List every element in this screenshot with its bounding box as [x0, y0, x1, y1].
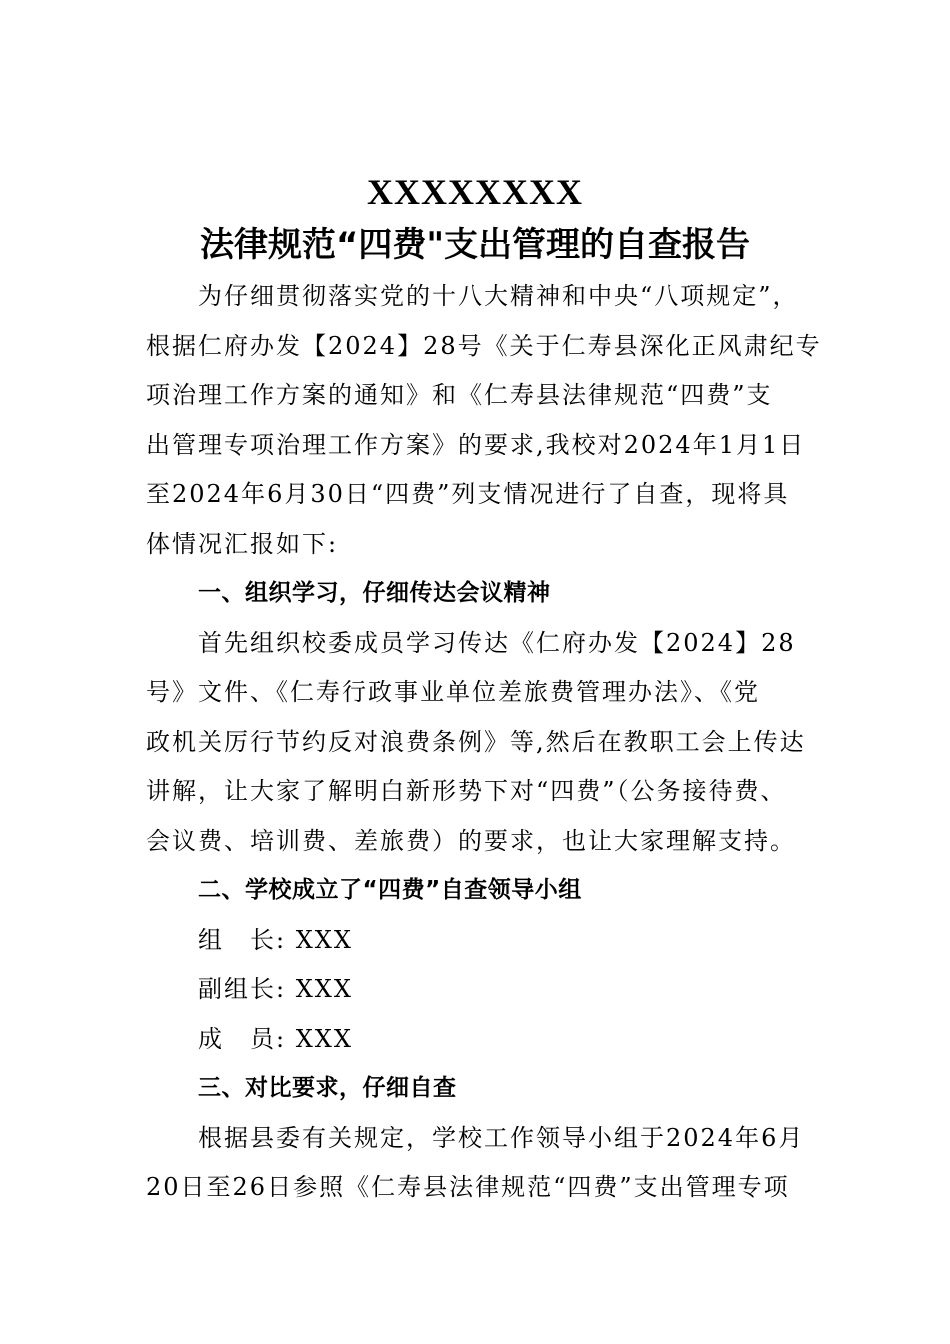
paragraph-2-line: 号》文件、《仁寿行政事业单位差旅费管理办法》、《党 — [146, 678, 760, 706]
paragraph-1-line: 至2024年6月30日“四费”列支情况进行了自查，现将具 — [146, 480, 790, 508]
paragraph-1-line: 出管理专项治理工作方案》的要求,我校对2024年1月1日 — [146, 430, 806, 459]
roster-member: 成 员: XXX — [198, 1024, 353, 1053]
paragraph-2-line: 首先组织校委成员学习传达《仁府办发【2024】28 — [198, 628, 796, 657]
roster-group-leader: 组 长: XXX — [198, 925, 353, 954]
paragraph-1-line: 体情况汇报如下: — [146, 529, 339, 558]
title-line-2: 法律规范“四费"支出管理的自查报告 — [199, 225, 751, 265]
paragraph-2-line: 讲解，让大家了解明白新形势下对“四费”（公务接待费、 — [146, 777, 787, 805]
paragraph-1-line: 根据仁府办发【2024】28号《关于仁寿县深化正风肃纪专 — [146, 331, 822, 360]
paragraph-2-line: 会议费、培训费、差旅费）的要求，也让大家理解支持。 — [146, 826, 796, 855]
paragraph-1-line: 为仔细贯彻落实党的十八大精神和中央“八项规定”， — [198, 282, 799, 310]
section-heading-2: 二、学校成立了“四费”自查领导小组 — [198, 877, 582, 903]
paragraph-3-line: 20日至26日参照《仁寿县法律规范“四费”支出管理专项 — [146, 1173, 790, 1201]
section-heading-1: 一、组织学习，仔细传达会议精神 — [198, 580, 551, 606]
paragraph-1-line: 项治理工作方案的通知》和《仁寿县法律规范“四费”支 — [146, 381, 773, 409]
document-body — [146, 272, 822, 1213]
paragraph-2-line: 政机关厉行节约反对浪费条例》等,然后在教职工会上传达 — [146, 727, 806, 756]
roster-deputy-leader: 副组长: XXX — [198, 975, 353, 1003]
title-line-1: XXXXXXXX — [367, 172, 583, 212]
paragraph-3-line: 根据县委有关规定，学校工作领导小组于2024年6月 — [198, 1123, 805, 1152]
section-heading-3: 三、对比要求，仔细自查 — [198, 1075, 457, 1101]
